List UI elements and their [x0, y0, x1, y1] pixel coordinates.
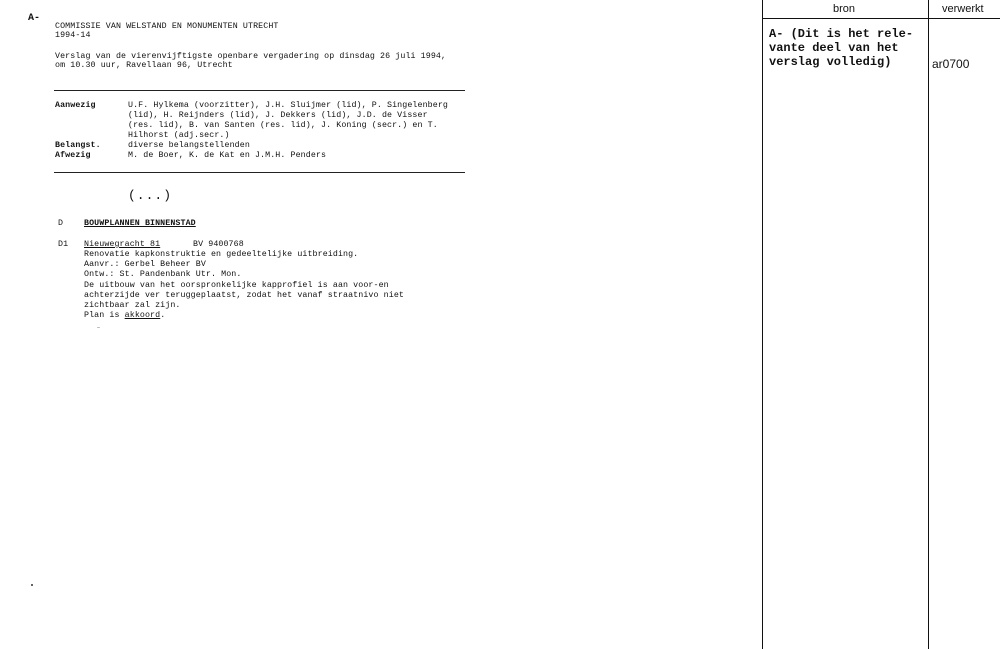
item-line-3: Ontw.: St. Pandenbank Utr. Mon.: [84, 270, 242, 279]
verdict-prefix: Plan is: [84, 311, 120, 320]
item-line-2: Aanvr.: Gerbel Beheer BV: [84, 260, 206, 269]
scan-speck: [97, 327, 100, 328]
item-code: D1: [58, 240, 69, 249]
document-ref: 1994-14: [55, 31, 91, 40]
verdict-word: akkoord: [124, 311, 161, 320]
report-line-1: Verslag van de vierenvijftigste openbare vergadering op dinsdag 26 juli 1994,: [55, 52, 447, 61]
divider-top: [54, 90, 465, 91]
present-label: Aanwezig: [55, 101, 96, 110]
item-line-1: Renovatie kapkonstruktie en gedeeltelijke uitbreiding.: [84, 250, 359, 259]
present-line-1: U.F. Hylkema (voorzitter), J.H. Sluijmer (lid), P. Singelenberg: [128, 101, 448, 110]
absent-value: M. de Boer, K. de Kat en J.M.H. Penders: [128, 151, 327, 160]
item-line-5: achterzijde ver teruggeplaatst, zodat het vanaf straatnivo niet: [84, 291, 404, 300]
column-divider-left: [762, 0, 763, 649]
report-line-2: om 10.30 uur, Ravellaan 96, Utrecht: [55, 61, 233, 70]
item-line-6: zichtbaar zal zijn.: [84, 301, 181, 310]
section-code: D: [58, 219, 64, 228]
item-verdict: [84, 311, 165, 321]
present-line-3: (res. lid), B. van Santen (res. lid), J. Koning (secr.) en T.: [128, 121, 438, 130]
present-line-2: (lid), H. Reijnders (lid), J. Dekkers (lid), J.D. de Visser: [128, 111, 428, 120]
scan-speck: [31, 584, 33, 586]
divider-bottom: [54, 172, 465, 173]
bron-note: A- (Dit is het rele- vante deel van het verslag volledig): [769, 27, 914, 69]
verdict-suffix: .: [160, 311, 166, 320]
item-line-4: De uitbouw van het oorspronkelijke kapprofiel is aan voor-en: [84, 281, 389, 290]
header-underline: [762, 18, 1000, 19]
item-address: Nieuwegracht 81: [84, 240, 161, 249]
absent-label: Afwezig: [55, 151, 91, 160]
interested-label: Belangst.: [55, 141, 101, 150]
margin-marker: A-: [28, 13, 41, 24]
column-header-verwerkt: verwerkt: [942, 3, 984, 15]
org-title: COMMISSIE VAN WELSTAND EN MONUMENTEN UTRECHT: [55, 22, 279, 31]
present-line-4: Hilhorst (adj.secr.): [128, 131, 230, 140]
column-divider-middle: [928, 0, 929, 649]
item-bv-number: BV 9400768: [193, 240, 244, 249]
interested-value: diverse belangstellenden: [128, 141, 250, 150]
section-title: BOUWPLANNEN BINNENSTAD: [84, 219, 196, 228]
verwerkt-value: ar0700: [932, 57, 970, 71]
column-header-bron: bron: [833, 3, 856, 15]
ellipsis-marker: (...): [128, 188, 173, 203]
